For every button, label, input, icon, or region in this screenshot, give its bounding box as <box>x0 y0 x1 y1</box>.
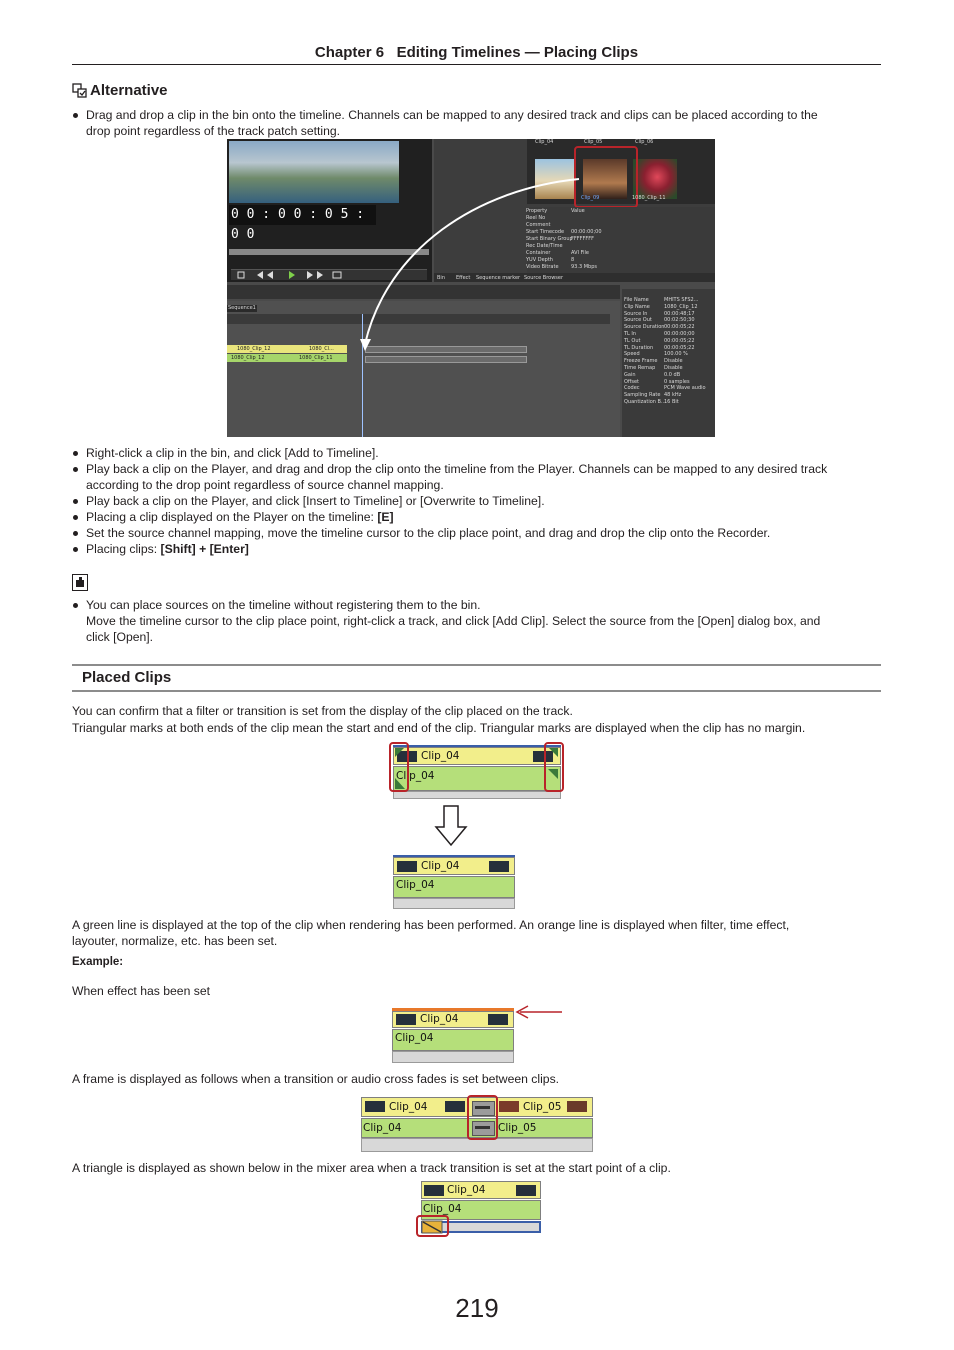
info-row: Speed 100.00 % <box>624 351 688 358</box>
placed-para5: A triangle is displayed as shown below in the mixer area when a track transition is set at the start point of a clip. <box>72 1161 671 1175</box>
placed-para3-line2: layouter, normalize, etc. has been set. <box>72 934 278 948</box>
example-text: When effect has been set <box>72 984 210 998</box>
property-row: Start Timecode 00:00:00;00 <box>526 229 602 235</box>
timecode-display: 0 0 : 0 0 : 0 5 : 0 0 <box>229 205 376 225</box>
info-row: TL Out 00:00:05;22 <box>624 337 695 344</box>
track-clip-label-2: 1080_Cl... <box>309 346 334 352</box>
note-text <box>72 597 896 645</box>
clip-label-top: Clip_04 <box>420 1013 459 1025</box>
property-row: Start Binary Group FFFFFFFF <box>526 236 595 242</box>
note-line3: click [Open]. <box>86 630 154 644</box>
clip-thumb-b-end <box>567 1101 587 1112</box>
clip-label-top: Clip_04 <box>447 1184 486 1196</box>
clip-thumb-start <box>397 861 417 872</box>
clip-thumb-start <box>396 1014 416 1025</box>
chapter-header <box>72 44 881 64</box>
clip-thumb-b-start <box>499 1101 519 1112</box>
highlight-end-mark <box>544 742 564 792</box>
placed-para3 <box>72 917 882 949</box>
clip-label-bottom: Clip_04 <box>395 1032 434 1044</box>
bullet-placing-clips <box>72 541 896 557</box>
info-row: Quantization B... 16 Bit <box>624 398 679 405</box>
clip-mixer-row <box>361 1138 593 1152</box>
highlight-transition <box>467 1095 498 1140</box>
app-screenshot <box>227 139 715 437</box>
fig-track-transition <box>421 1181 542 1236</box>
info-row: Offset 0 samples <box>624 378 690 385</box>
clip-label-top: Clip_04 <box>421 860 460 872</box>
bullet-placing-shortcut <box>72 509 896 525</box>
triangle-marks <box>393 745 563 799</box>
property-row: Rec Date/Time <box>526 243 563 249</box>
down-arrow-icon <box>434 805 468 847</box>
chapter-title: Editing Timelines — Placing Clips <box>396 44 639 61</box>
track-clip-label-3: 1080_Clip_12 <box>231 355 265 361</box>
clip-thumb-end <box>516 1185 536 1196</box>
clip-label-a-top: Clip_04 <box>389 1101 428 1113</box>
clip-label-bottom: Clip_04 <box>423 1203 462 1215</box>
placed-para1: You can confirm that a filter or transition is set from the display of the clip placed on the track. <box>72 704 573 718</box>
bullet-insert-overwrite: Play back a clip on the Player, and click [Insert to Timeline] or [Overwrite to Timeline]. <box>72 493 896 509</box>
info-row: TL Duration 00:00:05;22 <box>624 344 695 351</box>
property-row: Property Value <box>526 208 585 214</box>
alternative-bullet <box>72 107 896 139</box>
clip-label-b-top: Clip_05 <box>523 1101 562 1113</box>
bin-label-clip09: Clip_09 <box>581 195 600 201</box>
bullet-placing-text: Placing a clip displayed on the Player on the timeline: <box>86 510 378 524</box>
bullet-add-to-timeline: Right-click a clip in the bin, and click [Add to Timeline]. <box>72 445 896 461</box>
track-clip-label-1: 1080_Clip_12 <box>237 346 271 352</box>
sequence-tab-label: Sequence1 <box>228 305 256 311</box>
bullet-drag-line1: Play back a clip on the Player, and drag and drop the clip onto the timeline from the Player. Channels can be mapped to any desired track <box>86 462 828 476</box>
info-row: Source Duration 00:00:05;22 <box>624 324 695 331</box>
info-row: Gain 0.0 dB <box>624 371 681 378</box>
clip-label-top: Clip_04 <box>421 750 460 762</box>
note-line1: You can place sources on the timeline without registering them to the bin. <box>86 598 481 612</box>
property-row: Comment <box>526 222 551 228</box>
example-label: Example: <box>72 956 124 968</box>
section-title-placed-clips: Placed Clips <box>82 669 172 686</box>
alternative-bullet-line1: Drag and drop a clip in the bin onto the timeline. Channels can be mapped to any desired track and clips can be placed according to the <box>86 108 818 122</box>
fig-transition <box>361 1097 594 1152</box>
tab-effect[interactable]: Effect <box>456 275 471 281</box>
info-row: Time Remap Disable <box>624 364 683 371</box>
clip-label-a-bottom: Clip_04 <box>363 1122 402 1134</box>
shortcut-shift-enter: [Shift] + [Enter] <box>160 542 249 556</box>
page-number: 219 <box>455 1293 499 1323</box>
info-row: Freeze Frame Disable <box>624 358 683 365</box>
drag-arrow <box>227 139 715 437</box>
clip-thumb-end <box>489 861 509 872</box>
clip-label-bottom: Clip_04 <box>396 879 435 891</box>
section-divider <box>72 664 881 692</box>
pointer-arrow-icon <box>514 1004 564 1020</box>
highlight-track-transition <box>416 1215 449 1237</box>
bin-label-clip05: Clip_05 <box>584 139 603 145</box>
bullet-drag-from-player <box>72 461 896 493</box>
info-row: Sampling Rate 48 kHz <box>624 392 682 399</box>
clip-thumb-a-end <box>445 1101 465 1112</box>
info-row: Source Out 00:02:50;30 <box>624 317 695 324</box>
shortcut-e: [E] <box>377 510 394 524</box>
clip-mixer-row <box>393 898 515 909</box>
tab-bin[interactable]: Bin <box>437 275 445 281</box>
fig-triangle-marks <box>393 745 563 799</box>
fig-clip-plain <box>393 855 517 909</box>
clip-mixer-row <box>392 1051 514 1063</box>
bullet-placing-clips-text: Placing clips: <box>86 542 161 556</box>
clip-label-bottom: Clip_04 <box>396 770 435 782</box>
clip-thumb-end <box>488 1014 508 1025</box>
fig-effect-set <box>392 1008 516 1063</box>
bin-label-clip06: Clip_06 <box>635 139 654 145</box>
placed-para3-line1: A green line is displayed at the top of the clip when rendering has been performed. An orange line is displayed when filter, time effect, <box>72 918 790 932</box>
info-row: Clip Name 1080_Clip_12 <box>624 303 698 310</box>
bin-label-clip04: Clip_04 <box>535 139 554 145</box>
chapter-number: Chapter 6 <box>314 44 385 61</box>
property-row: Reel No <box>526 215 546 221</box>
alternative-icon <box>72 83 87 98</box>
info-row: TL In 00:00:00;00 <box>624 330 695 337</box>
clip-thumb-start <box>424 1185 444 1196</box>
alternative-heading-text: Alternative <box>90 82 168 99</box>
placed-para2: Triangular marks at both ends of the clip mean the start and end of the clip. Triangular marks are displayed when the clip has no margin. <box>72 721 806 735</box>
note-line2: Move the timeline cursor to the clip place point, right-click a track, and click [Add Clip]. Select the source from the [Open] dialog box, and <box>86 614 821 628</box>
note-icon <box>72 574 88 591</box>
alternative-heading <box>72 82 168 99</box>
property-row: YUV Depth 8 <box>526 257 575 263</box>
bullet-drag-line2: according to the drop point regardless of source channel mapping. <box>86 478 444 492</box>
highlight-start-mark <box>389 742 409 792</box>
alternative-bullet-line2: drop point regardless of the track patch setting. <box>86 124 341 138</box>
placed-para4: A frame is displayed as follows when a transition or audio cross fades is set between clips. <box>72 1072 560 1086</box>
clip-label-b-bottom: Clip_05 <box>498 1122 537 1134</box>
header-rule <box>72 64 881 65</box>
tab-source-browser[interactable]: Source Browser <box>524 275 564 281</box>
bullet-channel-mapping: Set the source channel mapping, move the timeline cursor to the clip place point, and drag and drop the clip onto the Recorder. <box>72 525 896 541</box>
info-row: Codec PCM Wave audio <box>624 385 706 392</box>
info-row: Source In 00:00:48;17 <box>624 310 695 317</box>
tab-sequence-marker[interactable]: Sequence marker <box>476 275 521 281</box>
property-row: Video Bitrate 93.3 Mbps <box>526 264 597 270</box>
bin-label-clip11: 1080_Clip_11 <box>632 195 666 201</box>
clip-thumb-a-start <box>365 1101 385 1112</box>
info-row: File Name MHITS SFS2... <box>624 297 699 303</box>
property-row: Container AVI File <box>526 250 589 256</box>
track-clip-label-4: 1080_Clip_11 <box>299 355 333 361</box>
